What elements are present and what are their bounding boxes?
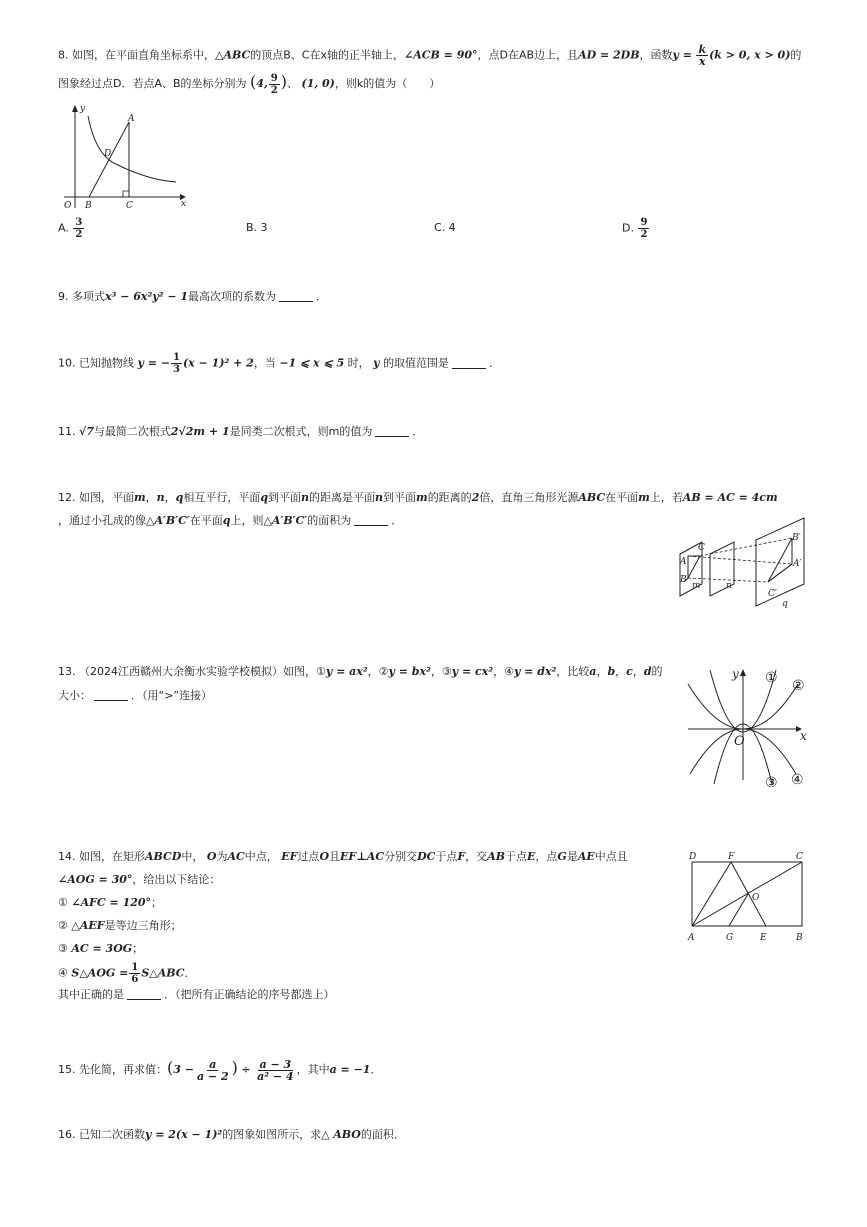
q13-answer-blank[interactable] (94, 688, 128, 701)
q13-line2: 大小： ．（用“>”连接） (58, 689, 213, 702)
svg-text:A′: A′ (793, 559, 802, 569)
svg-text:A: A (688, 933, 695, 943)
svg-text:B: B (85, 201, 92, 211)
svg-text:y: y (732, 667, 739, 681)
svg-text:①: ① (765, 670, 778, 686)
q14-line2: ∠AOG = 30°，给出以下结论： (58, 873, 221, 886)
q11: 11. √7与最简二次根式2√2m + 1是同类二次根式，则m的值为 ． (58, 425, 424, 438)
svg-text:B′: B′ (792, 533, 801, 543)
svg-text:A: A (128, 114, 135, 124)
svg-text:C′: C′ (768, 589, 777, 599)
q12-line2: ，通过小孔成的像△A′B′C′在平面q上，则△A′B′C′的面积为 ． (58, 514, 403, 527)
svg-text:n: n (726, 581, 732, 591)
svg-text:④: ④ (791, 772, 804, 788)
q8-line1: 8. 如图，在平面直角坐标系中，△ABC的顶点B、C在x轴的正半轴上，∠ACB = 90°，点D在AB边上，且AD = 2DB，函数y = $\frac{k}{x}$ (k > 0, x > 0)的 (58, 43, 802, 68)
svg-text:m: m (692, 581, 701, 591)
q11-answer-blank[interactable] (375, 424, 409, 437)
svg-text:O: O (64, 201, 72, 211)
q8-line2: 图象经过点D．若点A、B的坐标分别为 (4, $\frac{9}{2}$ )、 (1, 0)，则k的值为（ ） (58, 72, 441, 96)
q8-figure (58, 102, 193, 214)
svg-text:y: y (80, 104, 86, 114)
svg-text:B: B (680, 575, 687, 585)
q13-line1: 13. （2024江西赣州大余衡水实验学校模拟）如图，①y = ax²，②y = bx²，③y = cx²，④y = dx²，比较a，b，c，d的 (58, 665, 663, 678)
q14-conclusion-2: ② △AEF是等边三角形； (58, 919, 182, 932)
svg-text:O: O (734, 734, 745, 749)
svg-text:C: C (796, 852, 803, 862)
svg-text:x: x (800, 729, 807, 743)
svg-text:F: F (728, 852, 735, 862)
q9: 9. 多项式x³ − 6x²y² − 1最高次项的系数为 ． (58, 290, 328, 303)
svg-text:C: C (698, 543, 705, 553)
svg-text:B: B (796, 933, 803, 943)
svg-text:③: ③ (765, 775, 778, 791)
q10-answer-blank[interactable] (452, 356, 486, 369)
q14-conclusion-4: ④ S△AOG = $\frac{1}{6}$ S△ABC． (58, 962, 196, 985)
svg-text:x: x (181, 199, 187, 209)
svg-text:A: A (680, 557, 687, 567)
q14-conclusion-1: ① ∠AFC = 120°； (58, 896, 163, 909)
svg-text:q: q (782, 599, 788, 609)
q14-conclusion-3: ③ AC = 3OG； (58, 942, 144, 955)
q12-figure (676, 514, 808, 610)
svg-text:G: G (726, 933, 734, 943)
svg-text:C: C (126, 201, 133, 211)
q16: 16. 已知二次函数y = 2(x − 1)²的图象如图所示，求△ ABO的面积． (58, 1128, 405, 1141)
q8-option-d[interactable]: D. $\frac{9}{2}$ (622, 217, 648, 240)
q14-line1: 14. 如图，在矩形ABCD中， O为AC中点， EF过点O且EF⊥AC分别交DC于点F，交AB于点E，点G是AE中点且 (58, 850, 628, 863)
q14-question: 其中正确的是 ．（把所有正确结论的序号都选上） (58, 988, 335, 1001)
q10: 10. 已知抛物线 y = − $\frac{1}{3}$ (x − 1)² + 2，当 −1 ⩽ x ⩽ 5 时， y 的取值范围是 ． (58, 352, 501, 375)
q8-option-b[interactable]: B. 3 (246, 221, 268, 234)
svg-text:E: E (760, 933, 767, 943)
svg-text:D: D (104, 149, 112, 159)
q14-answer-blank[interactable] (127, 987, 161, 1000)
q12-answer-blank[interactable] (354, 513, 388, 526)
svg-text:②: ② (792, 678, 805, 694)
q8-option-a[interactable]: A. $\frac{3}{2}$ (58, 217, 83, 240)
q13-figure (688, 662, 812, 790)
q12-line1: 12. 如图，平面m，n，q相互平行，平面q到平面n的距离是平面n到平面m的距离的2倍，直角三角形光源ABC在平面m上，若AB = AC = 4cm (58, 491, 778, 504)
q8-option-c[interactable]: C. 4 (434, 221, 456, 234)
q9-answer-blank[interactable] (279, 289, 313, 302)
svg-text:O: O (752, 893, 760, 903)
svg-text:D: D (689, 852, 697, 862)
q14-figure (684, 848, 808, 944)
q15: 15. 先化简，再求值：(3 − $\frac{a}{a - 2}$ ) ÷ $\frac{a - 3}{\text{a² − 4}}$ ，其中a = −1． (58, 1057, 382, 1083)
